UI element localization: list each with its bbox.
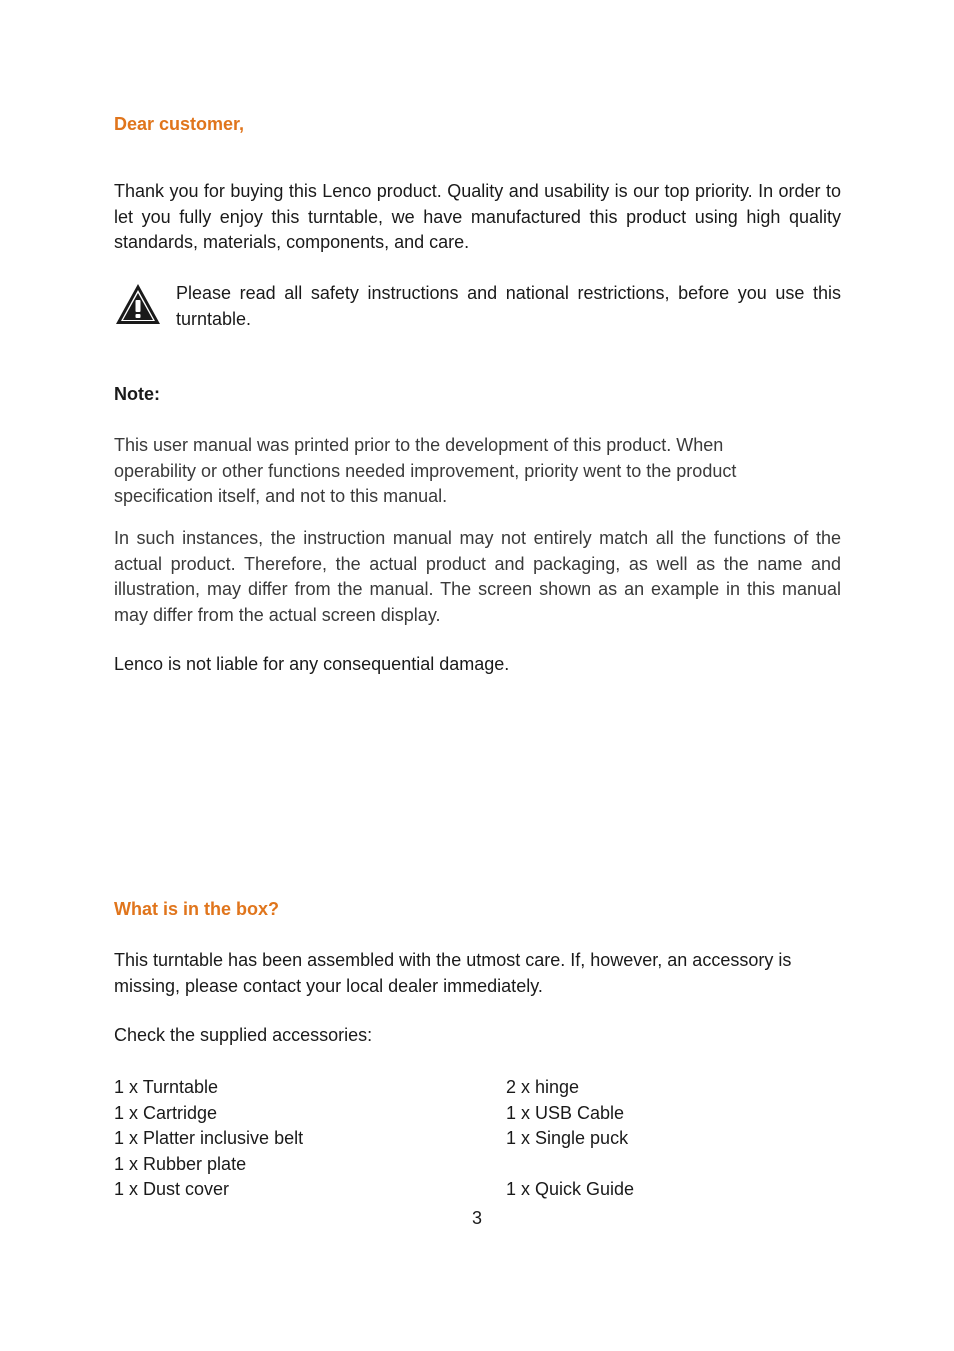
check-accessories-text: Check the supplied accessories: [114,1025,373,1045]
box-heading: What is in the box? [114,899,279,919]
accessory-item: 1 x Rubber plate [114,1153,247,1174]
intro-paragraph: Thank you for buying this Lenco product. Quality and usability is our top priority. In order to let you fully enjoy this turntable, we have manufactured this product using high quality standards, materials, components, and care. [114,181,841,252]
accessory-item: 1 x Quick Guide [506,1179,635,1200]
note-paragraph-2: In such instances, the instruction manual may not entirely match all the functions of the actual product. Therefore, the actual product and packaging, as well as the name and illustration, may differ from the manual. The screen shown as an example in this manual may differ from the actual screen display. [114,528,841,625]
accessory-item: 1 x Cartridge [114,1102,218,1123]
accessory-item: 1 x Single puck [506,1128,629,1149]
greeting-heading: Dear customer, [114,114,245,134]
accessory-item: 1 x Platter inclusive belt [114,1128,304,1149]
warning-text: Please read all safety instructions and national restrictions, before you use this turntable. [176,283,841,329]
liability-text: Lenco is not liable for any consequential damage. [114,654,510,674]
box-intro: This turntable has been assembled with the utmost care. If, however, an accessory is missing, please contact your local dealer immediately. [114,950,792,996]
accessories-left-column [114,1075,303,1203]
accessory-item: 1 x Dust cover [114,1179,230,1200]
accessories-right-column [506,1075,634,1203]
accessory-item-empty [506,1152,634,1178]
page-number: 3 [471,1208,482,1228]
warning-triangle-icon [114,282,162,326]
accessory-item: 1 x USB Cable [506,1102,625,1123]
note-paragraph-1: This user manual was printed prior to the development of this product. When operability or other functions needed improvement, priority went to the product specification itself, and not to this manual. [114,435,737,506]
accessory-item: 2 x hinge [506,1077,580,1097]
note-title: Note: [114,384,160,404]
accessory-item: 1 x Turntable [114,1077,219,1097]
